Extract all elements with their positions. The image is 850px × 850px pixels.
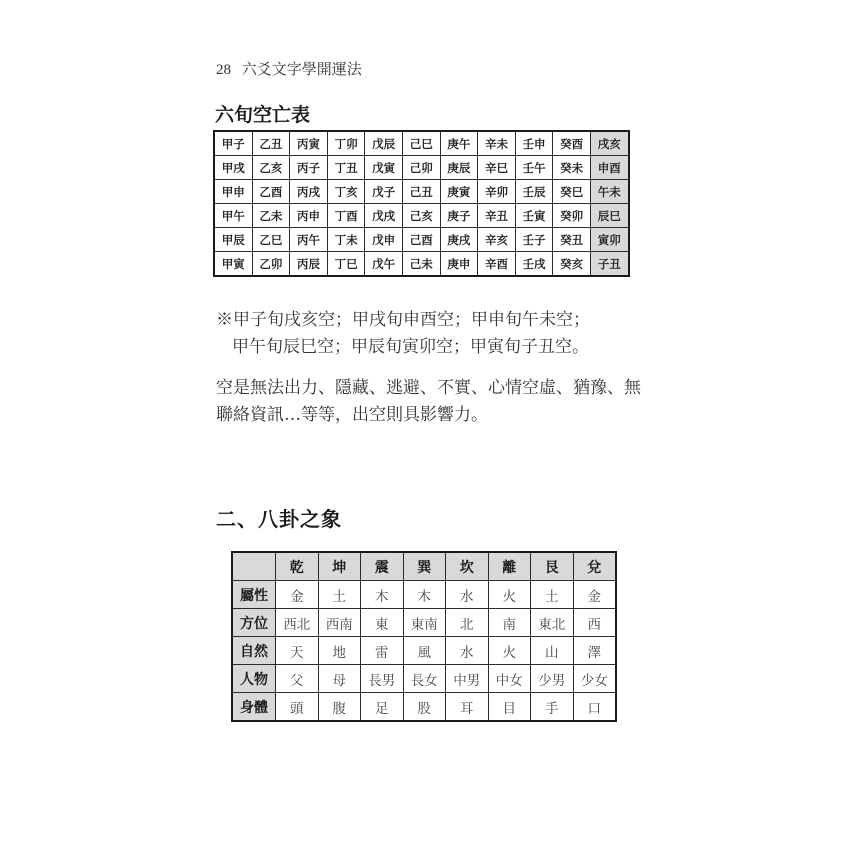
- table-cell: 丁酉: [327, 204, 365, 228]
- table-cell: 戊午: [365, 252, 403, 277]
- table-cell: 辛酉: [478, 252, 516, 277]
- table-cell: 辛丑: [478, 204, 516, 228]
- table-cell: 丙子: [290, 156, 328, 180]
- trigram-column-header: 震: [361, 552, 404, 581]
- table-cell: 甲午: [214, 204, 252, 228]
- table-cell: 癸未: [553, 156, 591, 180]
- table-cell: 丁巳: [327, 252, 365, 277]
- table-cell: 丁未: [327, 228, 365, 252]
- kongwang-empty-branches-cell: 子丑: [590, 252, 628, 277]
- table-cell: 壬子: [515, 228, 553, 252]
- table-cell: 西北: [276, 609, 319, 637]
- table-cell: 風: [403, 637, 446, 665]
- table-corner-cell: [232, 552, 276, 581]
- attribute-row-header: 身體: [232, 693, 276, 722]
- table-cell: 壬辰: [515, 180, 553, 204]
- bagua-header-row: [232, 552, 616, 581]
- table-cell: 山: [531, 637, 574, 665]
- table-cell: 金: [276, 581, 319, 609]
- table-cell: 己卯: [402, 156, 440, 180]
- table-cell: 己亥: [402, 204, 440, 228]
- table-cell: 戊戌: [365, 204, 403, 228]
- note-line-1: ※甲子旬戌亥空；甲戌旬申酉空；甲申旬午未空；: [216, 310, 590, 330]
- table-cell: 辛未: [478, 131, 516, 156]
- table-cell: 乙亥: [252, 156, 290, 180]
- table-cell: 庚申: [440, 252, 478, 277]
- table-cell: 丙戌: [290, 180, 328, 204]
- table-cell: 庚寅: [440, 180, 478, 204]
- table-cell: 耳: [446, 693, 489, 722]
- trigram-column-header: 離: [488, 552, 531, 581]
- table-cell: 南: [488, 609, 531, 637]
- kongwang-empty-branches-cell: 寅卯: [590, 228, 628, 252]
- table-cell: 壬戌: [515, 252, 553, 277]
- table-cell: 辛巳: [478, 156, 516, 180]
- table-row: [232, 665, 616, 693]
- table-cell: 西南: [318, 609, 361, 637]
- page-number: 28: [216, 62, 231, 78]
- kongwang-empty-branches-cell: 辰巳: [590, 204, 628, 228]
- table-cell: 壬申: [515, 131, 553, 156]
- table-cell: 西: [573, 609, 616, 637]
- table-row: [214, 156, 629, 180]
- table-cell: 中男: [446, 665, 489, 693]
- trigram-column-header: 坎: [446, 552, 489, 581]
- book-title: 六爻文字學開運法: [241, 60, 362, 78]
- table-row: [214, 180, 629, 204]
- table-cell: 母: [318, 665, 361, 693]
- table-cell: 甲寅: [214, 252, 252, 277]
- table-cell: 木: [361, 581, 404, 609]
- table-row: [214, 204, 629, 228]
- table-cell: 丁卯: [327, 131, 365, 156]
- kongwang-empty-branches-cell: 申酉: [590, 156, 628, 180]
- table-cell: 頭: [276, 693, 319, 722]
- table-cell: 長男: [361, 665, 404, 693]
- table-cell: 戊申: [365, 228, 403, 252]
- table-cell: 甲申: [214, 180, 252, 204]
- table-cell: 東南: [403, 609, 446, 637]
- table-cell: 東北: [531, 609, 574, 637]
- table-cell: 地: [318, 637, 361, 665]
- section-title-kongwang: 六旬空亡表: [215, 104, 311, 126]
- table-cell: 少男: [531, 665, 574, 693]
- attribute-row-header: 屬性: [232, 581, 276, 609]
- table-cell: 庚子: [440, 204, 478, 228]
- table-cell: 癸巳: [553, 180, 591, 204]
- table-cell: 壬寅: [515, 204, 553, 228]
- table-cell: 東: [361, 609, 404, 637]
- table-cell: 火: [488, 581, 531, 609]
- table-cell: 乙未: [252, 204, 290, 228]
- table-cell: 丙午: [290, 228, 328, 252]
- trigram-column-header: 兌: [573, 552, 616, 581]
- table-cell: 己丑: [402, 180, 440, 204]
- trigram-column-header: 坤: [318, 552, 361, 581]
- table-cell: 水: [446, 637, 489, 665]
- table-cell: 甲子: [214, 131, 252, 156]
- table-row: [232, 581, 616, 609]
- table-cell: 土: [318, 581, 361, 609]
- table-cell: 長女: [403, 665, 446, 693]
- table-cell: 庚午: [440, 131, 478, 156]
- table-cell: 癸酉: [553, 131, 591, 156]
- table-cell: 天: [276, 637, 319, 665]
- table-cell: 腹: [318, 693, 361, 722]
- table-cell: 乙巳: [252, 228, 290, 252]
- kong-description-paragraph: 空是無法出力、隱藏、逃避、不實、心情空虛、猶豫、無聯絡資訊…等等，出空則具影響力。: [216, 378, 641, 425]
- table-row: [232, 637, 616, 665]
- table-cell: 木: [403, 581, 446, 609]
- table-row: [232, 609, 616, 637]
- table-cell: 丙寅: [290, 131, 328, 156]
- attribute-row-header: 人物: [232, 665, 276, 693]
- table-cell: 己巳: [402, 131, 440, 156]
- table-cell: 戊寅: [365, 156, 403, 180]
- table-cell: 癸卯: [553, 204, 591, 228]
- table-cell: 甲戌: [214, 156, 252, 180]
- table-row: [214, 228, 629, 252]
- table-cell: 金: [573, 581, 616, 609]
- table-cell: 口: [573, 693, 616, 722]
- table-cell: 戊子: [365, 180, 403, 204]
- table-row: [214, 252, 629, 277]
- table-cell: 壬午: [515, 156, 553, 180]
- table-cell: 乙丑: [252, 131, 290, 156]
- note-line-2: 甲午旬辰巳空；甲辰旬寅卯空；甲寅旬子丑空。: [232, 337, 589, 357]
- table-cell: 中女: [488, 665, 531, 693]
- table-cell: 辛亥: [478, 228, 516, 252]
- kongwang-empty-branches-cell: 戌亥: [590, 131, 628, 156]
- table-cell: 庚辰: [440, 156, 478, 180]
- attribute-row-header: 自然: [232, 637, 276, 665]
- table-cell: 己未: [402, 252, 440, 277]
- table-cell: 丙申: [290, 204, 328, 228]
- table-cell: 戊辰: [365, 131, 403, 156]
- table-cell: 己酉: [402, 228, 440, 252]
- table-cell: 辛卯: [478, 180, 516, 204]
- table-cell: 水: [446, 581, 489, 609]
- table-cell: 北: [446, 609, 489, 637]
- table-cell: 澤: [573, 637, 616, 665]
- table-row: [232, 693, 616, 722]
- table-cell: 癸亥: [553, 252, 591, 277]
- table-cell: 股: [403, 693, 446, 722]
- table-cell: 少女: [573, 665, 616, 693]
- trigram-column-header: 艮: [531, 552, 574, 581]
- table-cell: 癸丑: [553, 228, 591, 252]
- table-cell: 足: [361, 693, 404, 722]
- trigram-column-header: 乾: [276, 552, 319, 581]
- table-cell: 丁亥: [327, 180, 365, 204]
- table-cell: 丁丑: [327, 156, 365, 180]
- table-cell: 土: [531, 581, 574, 609]
- table-cell: 乙酉: [252, 180, 290, 204]
- bagua-table: [231, 551, 617, 722]
- section-title-bagua: 二、八卦之象: [216, 507, 342, 531]
- attribute-row-header: 方位: [232, 609, 276, 637]
- table-cell: 丙辰: [290, 252, 328, 277]
- table-cell: 雷: [361, 637, 404, 665]
- table-cell: 目: [488, 693, 531, 722]
- kongwang-empty-branches-cell: 午未: [590, 180, 628, 204]
- table-cell: 火: [488, 637, 531, 665]
- table-cell: 父: [276, 665, 319, 693]
- trigram-column-header: 巽: [403, 552, 446, 581]
- kongwang-table: [213, 130, 630, 277]
- table-row: [214, 131, 629, 156]
- running-header: [216, 58, 362, 79]
- table-cell: 乙卯: [252, 252, 290, 277]
- table-cell: 手: [531, 693, 574, 722]
- table-cell: 庚戌: [440, 228, 478, 252]
- table-cell: 甲辰: [214, 228, 252, 252]
